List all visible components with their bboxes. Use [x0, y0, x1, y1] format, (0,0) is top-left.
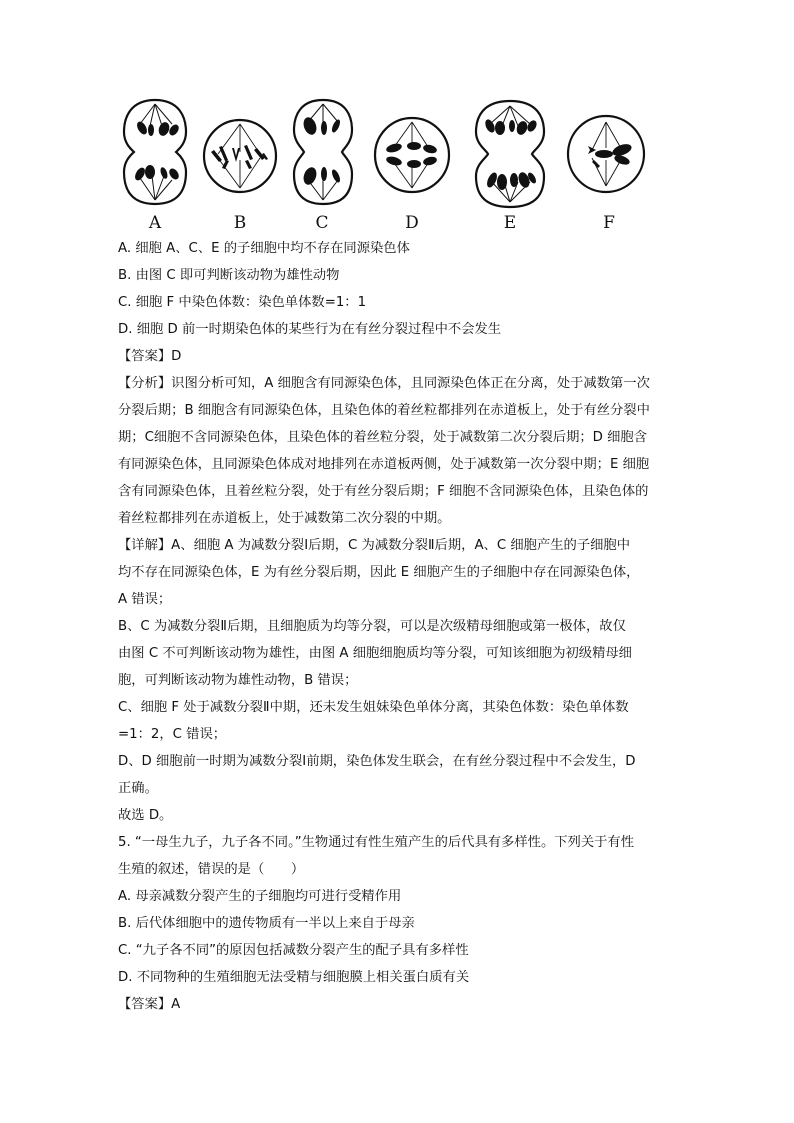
- explanation-line: 由图 C 不可判断该动物为雄性，由图 A 细胞细胞质均等分裂，可知该细胞为初级精母细: [118, 646, 632, 661]
- cell-label-e: E: [503, 213, 517, 233]
- explanation-line: =1：2，C 错误；: [118, 727, 227, 742]
- explanation-line: D、D 细胞前一时期为减数分裂Ⅰ前期，染色体发生联会，在有丝分裂过程中不会发生，D: [118, 754, 636, 769]
- explanation-line: 正确。: [118, 781, 158, 796]
- option-d: D. 细胞 D 前一时期染色体的某些行为在有丝分裂过程中不会发生: [118, 322, 502, 337]
- analysis-line: 有同源染色体，且同源染色体成对地排列在赤道板两侧，处于减数第一次分裂中期；E 细胞: [118, 457, 650, 472]
- conclusion-line: 故选 D。: [118, 808, 173, 823]
- analysis-line: 含有同源染色体，且着丝粒分裂，处于有丝分裂后期；F 细胞不含同源染色体，且染色体的: [118, 484, 649, 499]
- cell-label-b: B: [233, 213, 247, 233]
- q5-option-c: C. “九子各不同”的原因包括减数分裂产生的配子具有多样性: [118, 943, 469, 958]
- question-5-stem: 生殖的叙述，错误的是（ ）: [118, 862, 305, 877]
- explanation-line: 均不存在同源染色体，E 为有丝分裂后期，因此 E 细胞产生的子细胞中存在同源染色体，: [118, 565, 640, 580]
- analysis-line: 【分析】识图分析可知，A 细胞含有同源染色体，且同源染色体正在分离，处于减数第一次: [118, 376, 650, 391]
- cell-e-diagram: [472, 98, 548, 210]
- explanation-line: C、细胞 F 处于减数分裂Ⅱ中期，还未发生姐妹染色单体分离，其染色体数：染色单体数: [118, 700, 629, 715]
- explanation-line: 【详解】A、细胞 A 为减数分裂Ⅰ后期，C 为减数分裂Ⅱ后期，A、C 细胞产生的子细胞中: [118, 538, 631, 553]
- explanation-line: 胞，可判断该动物为雄性动物，B 错误；: [118, 673, 358, 688]
- option-b: B. 由图 C 即可判断该动物为雄性动物: [118, 268, 340, 283]
- analysis-line: 分裂后期；B 细胞含有同源染色体，且染色体的着丝粒都排列在赤道板上，处于有丝分裂中: [118, 403, 650, 418]
- option-a: A. 细胞 A、C、E 的子细胞中均不存在同源染色体: [118, 241, 410, 256]
- explanation-line: A 错误；: [118, 592, 172, 607]
- q5-option-a: A. 母亲减数分裂产生的子细胞均可进行受精作用: [118, 889, 402, 904]
- question-5-stem: 5. “一母生九子，九子各不同。”生物通过有性生殖产生的后代具有多样性。下列关于有性: [118, 835, 635, 850]
- cell-division-figure: [112, 96, 672, 236]
- option-c: C. 细胞 F 中染色体数：染色单体数=1：1: [118, 295, 367, 310]
- analysis-line: 着丝粒都排列在赤道板上，处于减数第二次分裂的中期。: [118, 511, 451, 526]
- explanation-line: B、C 为减数分裂Ⅱ后期，且细胞质为均等分裂，可以是次级精母细胞或第一极体，故仅: [118, 619, 626, 634]
- cell-label-a: A: [148, 213, 162, 233]
- cell-label-f: F: [603, 213, 615, 233]
- cell-b-diagram: [200, 116, 280, 196]
- cell-a-diagram: [120, 96, 190, 208]
- cell-label-c: C: [315, 213, 329, 233]
- q5-option-b: B. 后代体细胞中的遗传物质有一半以上来自于母亲: [118, 916, 415, 931]
- cell-d-diagram: [372, 114, 452, 196]
- answer-line: 【答案】D: [118, 349, 182, 364]
- q5-option-d: D. 不同物种的生殖细胞无法受精与细胞膜上相关蛋白质有关: [118, 970, 470, 985]
- cell-f-diagram: [564, 112, 648, 196]
- analysis-line: 期；C细胞不含同源染色体，且染色体的着丝粒分裂，处于减数第二次分裂后期；D 细胞含: [118, 430, 648, 445]
- cell-c-diagram: [290, 96, 356, 208]
- q5-answer-line: 【答案】A: [118, 997, 181, 1012]
- cell-label-d: D: [405, 213, 419, 233]
